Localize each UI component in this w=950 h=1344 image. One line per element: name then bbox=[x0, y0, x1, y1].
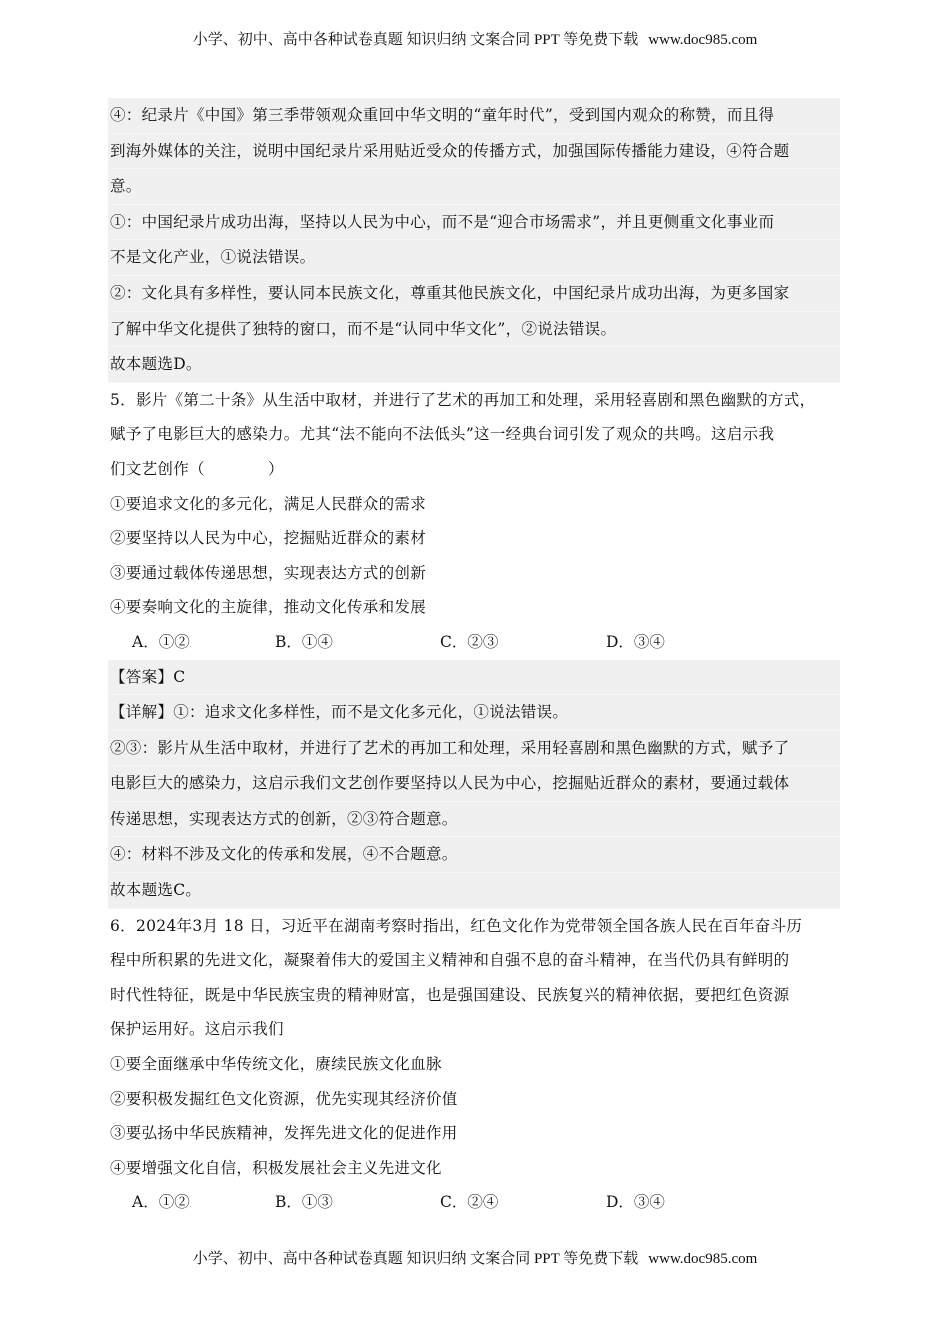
q5-answer-block bbox=[108, 660, 840, 909]
answer-label: 【答案】C bbox=[110, 660, 840, 696]
footer-text: 小学、初中、高中各种试卷真题 知识归纳 文案合同 PPT 等免费下载 bbox=[192, 1251, 639, 1267]
statement-2: ②要坚持以人民为中心，挖掘贴近群众的素材 bbox=[110, 529, 427, 548]
statement-2: ②要积极发掘红色文化资源，优先实现其经济价值 bbox=[110, 1089, 458, 1108]
statement-4: ④要奏响文化的主旋律，推动文化传承和发展 bbox=[110, 598, 427, 617]
explanation-conclusion: 故本题选C。 bbox=[110, 873, 840, 909]
analysis-conclusion: 故本题选D。 bbox=[110, 347, 840, 383]
statement-3: ③要通过载体传递思想，实现表达方式的创新 bbox=[110, 563, 427, 582]
explanation-line: ②③：影片从生活中取材，并进行了艺术的再加工和处理，采用轻喜剧和黑色幽默的方式，赋予了 bbox=[110, 731, 840, 767]
header-link[interactable]: www.doc985.com bbox=[648, 32, 758, 48]
statement-4: ④要增强文化自信，积极发展社会主义先进文化 bbox=[110, 1158, 442, 1177]
q4-analysis-block bbox=[108, 98, 840, 383]
question-5 bbox=[110, 383, 850, 660]
question-stem: 们文艺创作（ ） bbox=[110, 459, 284, 478]
statement-3: ③要弘扬中华民族精神，发挥先进文化的促进作用 bbox=[110, 1124, 458, 1143]
page-header bbox=[0, 28, 950, 49]
option-b: B．①④ bbox=[275, 632, 333, 651]
option-a: A．①② bbox=[132, 632, 190, 651]
document-body bbox=[110, 98, 850, 1220]
option-c: C．②④ bbox=[440, 1193, 499, 1212]
footer-link[interactable]: www.doc985.com bbox=[648, 1251, 758, 1267]
analysis-line: 了解中华文化提供了独特的窗口，而不是“认同中华文化”，②说法错误。 bbox=[110, 312, 840, 348]
analysis-line: ②：文化具有多样性，要认同本民族文化，尊重其他民族文化，中国纪录片成功出海，为更多国家 bbox=[110, 276, 840, 312]
explanation-line: ④：材料不涉及文化的传承和发展，④不合题意。 bbox=[110, 837, 840, 873]
question-stem: 程中所积累的先进文化，凝聚着伟大的爱国主义精神和自强不息的奋斗精神，在当代仍具有鲜明的 bbox=[110, 951, 790, 970]
header-text: 小学、初中、高中各种试卷真题 知识归纳 文案合同 PPT 等免费下载 bbox=[192, 32, 639, 48]
statement-1: ①要追求文化的多元化，满足人民群众的需求 bbox=[110, 494, 427, 513]
option-c: C．②③ bbox=[440, 632, 499, 651]
analysis-line: 不是文化产业，①说法错误。 bbox=[110, 240, 840, 276]
option-b: B．①③ bbox=[275, 1193, 333, 1212]
analysis-line: 到海外媒体的关注，说明中国纪录片采用贴近受众的传播方式，加强国际传播能力建设，④符合题 bbox=[110, 134, 840, 170]
option-d: D．③④ bbox=[606, 632, 665, 651]
analysis-line: 意。 bbox=[110, 169, 840, 205]
answer-options bbox=[110, 625, 850, 660]
analysis-line: ①：中国纪录片成功出海，坚持以人民为中心，而不是“迎合市场需求”，并且更侧重文化事业而 bbox=[110, 205, 840, 241]
question-stem: 时代性特征，既是中华民族宝贵的精神财富，也是强国建设、民族复兴的精神依据，要把红色资源 bbox=[110, 985, 790, 1004]
statement-1: ①要全面继承中华传统文化，赓续民族文化血脉 bbox=[110, 1055, 442, 1074]
question-stem: 赋予了电影巨大的感染力。尤其“法不能向不法低头”这一经典台词引发了观众的共鸣。这启示我 bbox=[110, 425, 775, 444]
explanation-line: 【详解】①：追求文化多样性，而不是文化多元化，①说法错误。 bbox=[110, 695, 840, 731]
question-6 bbox=[110, 909, 850, 1220]
option-a: A．①② bbox=[132, 1193, 190, 1212]
question-stem: 5．影片《第二十条》从生活中取材，并进行了艺术的再加工和处理，采用轻喜剧和黑色幽默的方式， bbox=[110, 390, 816, 409]
question-stem: 6．2024年3月 18 日，习近平在湖南考察时指出，红色文化作为党带领全国各族人民在百年奋斗历 bbox=[110, 916, 803, 935]
question-stem: 保护运用好。这启示我们 bbox=[110, 1020, 284, 1039]
answer-options bbox=[110, 1185, 850, 1220]
analysis-line: ④：纪录片《中国》第三季带领观众重回中华文明的“童年时代”，受到国内观众的称赞，而且得 bbox=[110, 98, 840, 134]
option-d: D．③④ bbox=[606, 1193, 665, 1212]
explanation-line: 传递思想，实现表达方式的创新，②③符合题意。 bbox=[110, 802, 840, 838]
page-footer bbox=[0, 1247, 950, 1268]
explanation-line: 电影巨大的感染力，这启示我们文艺创作要坚持以人民为中心，挖掘贴近群众的素材，要通过载体 bbox=[110, 766, 840, 802]
